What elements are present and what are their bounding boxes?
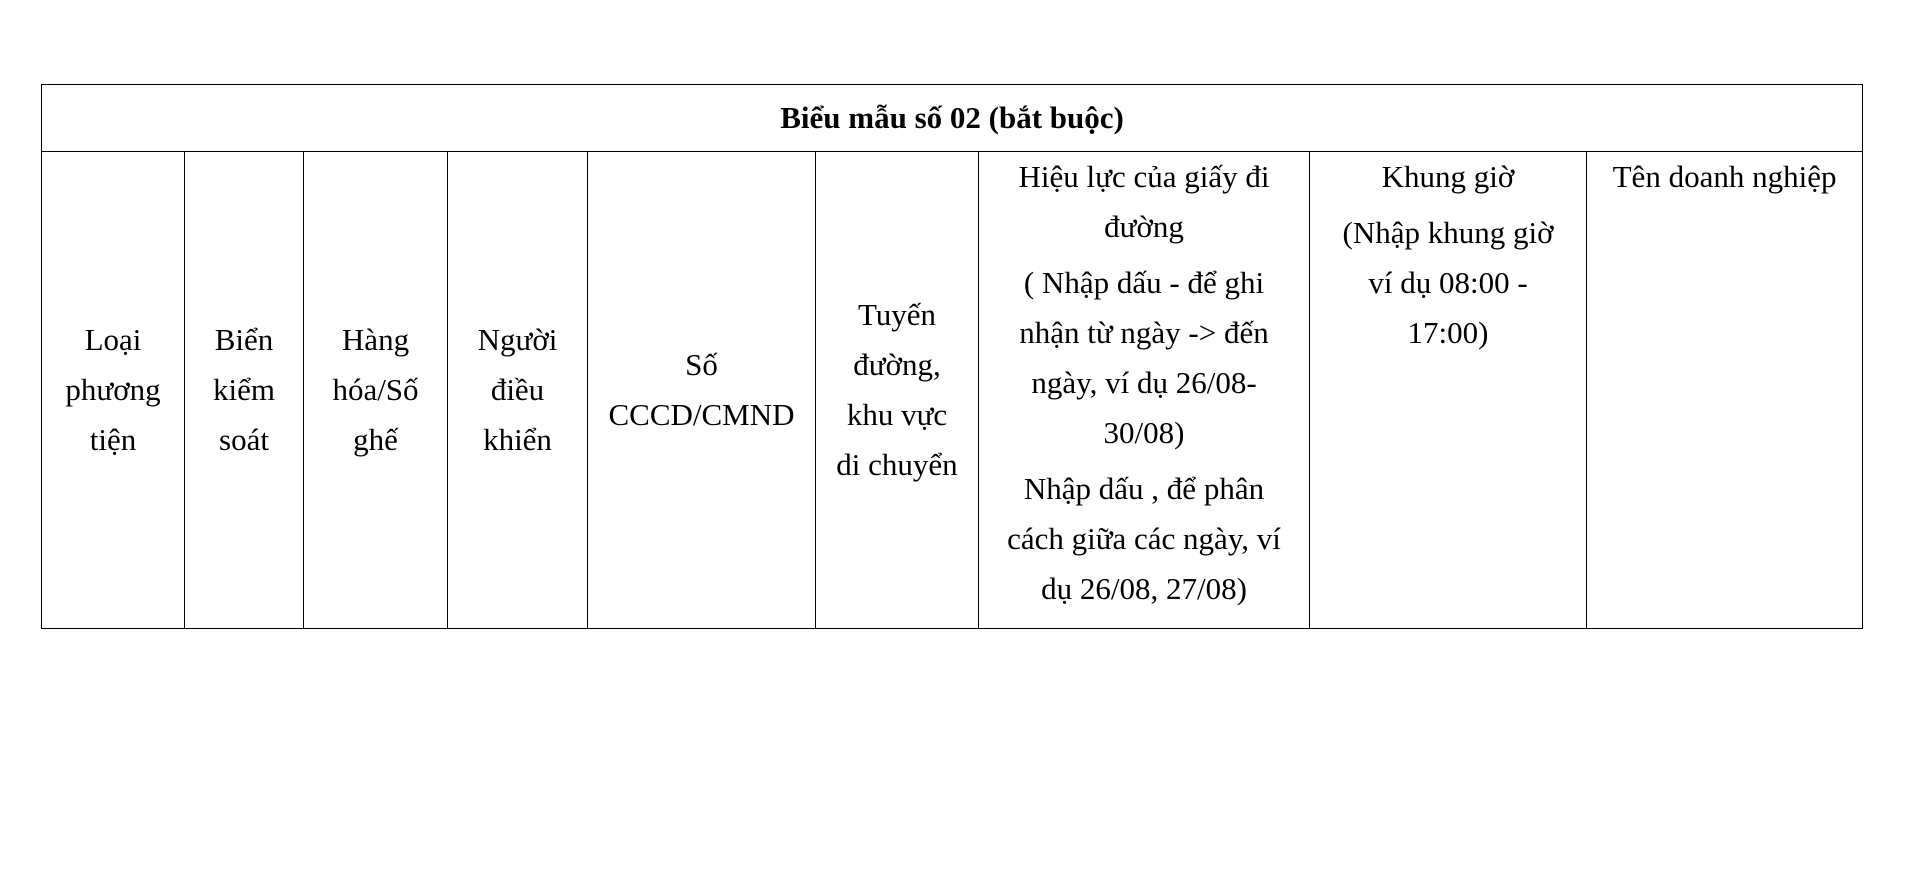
header-line: Khung giờ bbox=[1381, 159, 1515, 194]
time-slot-heading bbox=[1310, 152, 1586, 202]
header-line: soát bbox=[219, 422, 269, 457]
header-time-slot bbox=[1310, 152, 1587, 629]
header-line: CCCD/CMND bbox=[608, 397, 795, 432]
header-line: ghế bbox=[353, 422, 398, 457]
header-line: ngày, ví dụ 26/08- bbox=[1031, 365, 1257, 400]
title-row bbox=[42, 85, 1863, 152]
header-goods-seats bbox=[304, 152, 448, 629]
header-line: Biển bbox=[214, 322, 274, 357]
header-line: cách giữa các ngày, ví bbox=[1007, 521, 1281, 556]
permit-validity-range-note bbox=[979, 258, 1309, 458]
header-line: Loại bbox=[84, 322, 142, 357]
header-license-plate bbox=[185, 152, 304, 629]
header-line: Hàng bbox=[341, 322, 410, 357]
header-line: tiện bbox=[89, 422, 137, 457]
header-line: dụ 26/08, 27/08) bbox=[1041, 571, 1247, 606]
header-line: 30/08) bbox=[1103, 415, 1185, 450]
header-line: (Nhập khung giờ bbox=[1342, 215, 1554, 250]
header-line: 17:00) bbox=[1407, 315, 1489, 350]
permit-validity-heading bbox=[979, 152, 1309, 252]
header-line: kiểm bbox=[213, 372, 275, 407]
header-line: Tuyến bbox=[857, 297, 937, 332]
header-line: hóa/Số bbox=[332, 372, 419, 407]
header-line: khiển bbox=[483, 422, 552, 457]
form-table bbox=[41, 84, 1863, 629]
header-line: điều bbox=[490, 372, 545, 407]
time-slot-note bbox=[1310, 208, 1586, 358]
header-driver bbox=[448, 152, 588, 629]
header-line: phương bbox=[65, 372, 161, 407]
header-line: khu vực bbox=[846, 397, 948, 432]
header-line: Nhập dấu , để phân bbox=[1023, 471, 1265, 506]
header-line: Người bbox=[477, 322, 558, 357]
header-line: đường, bbox=[853, 347, 941, 382]
header-company-name bbox=[1587, 152, 1863, 629]
permit-validity-list-note bbox=[979, 464, 1309, 614]
header-line: Hiệu lực của giấy đi bbox=[1018, 159, 1270, 194]
header-row bbox=[42, 152, 1863, 629]
header-permit-validity bbox=[979, 152, 1310, 629]
header-line: đường bbox=[1104, 209, 1184, 244]
form-title: Biểu mẫu số 02 (bắt buộc) bbox=[42, 85, 1863, 152]
header-line: ví dụ 08:00 - bbox=[1368, 265, 1528, 300]
header-vehicle-type bbox=[42, 152, 185, 629]
header-line: Số bbox=[685, 347, 718, 382]
header-line: di chuyển bbox=[836, 447, 958, 482]
header-id-number bbox=[588, 152, 816, 629]
header-line: nhận từ ngày -> đến bbox=[1019, 315, 1269, 350]
header-line: Tên doanh nghiệp bbox=[1612, 159, 1837, 194]
header-route bbox=[816, 152, 979, 629]
header-line: ( Nhập dấu - để ghi bbox=[1023, 265, 1265, 300]
